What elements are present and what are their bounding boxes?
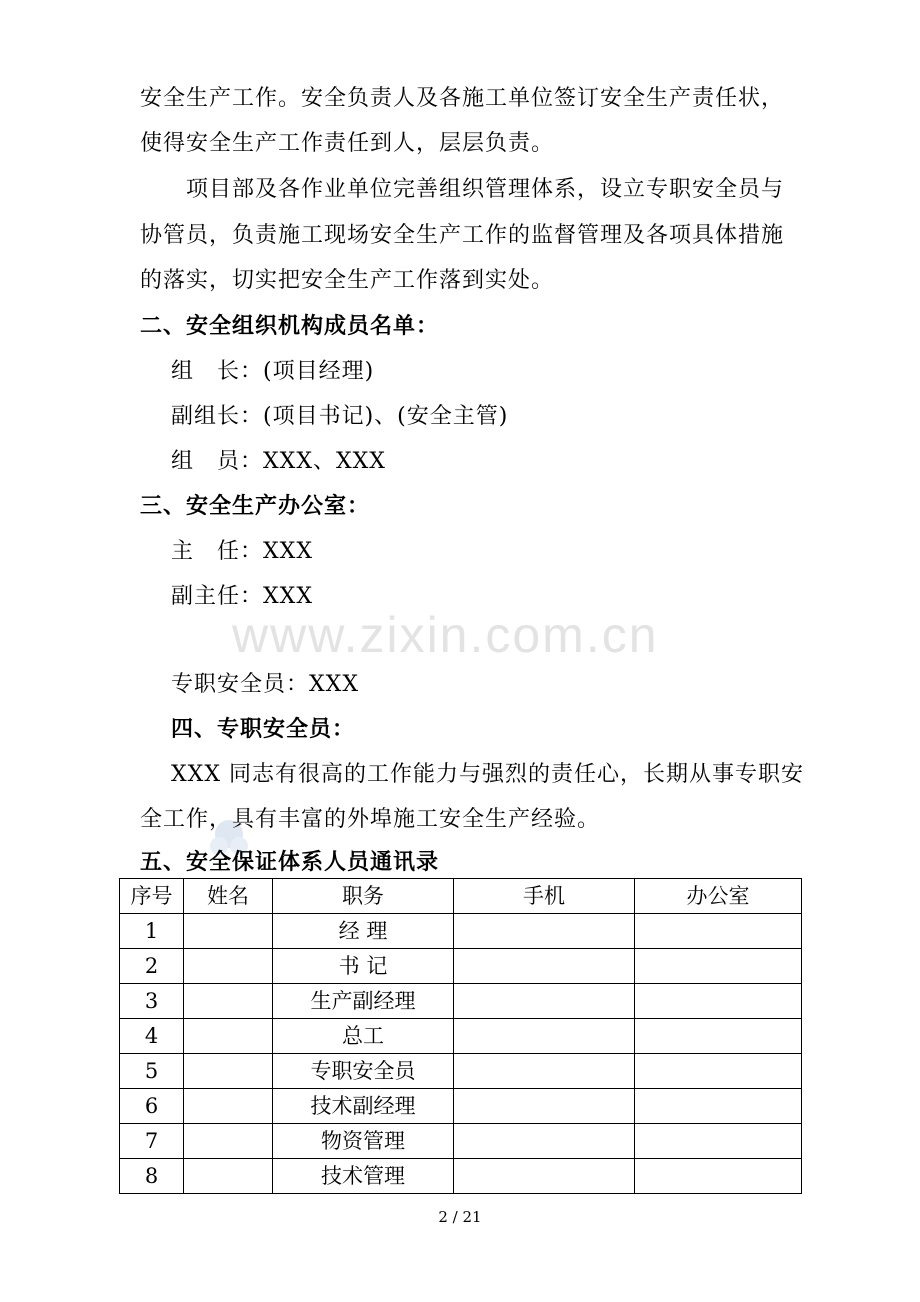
cell-role: 生产副经理 bbox=[273, 984, 454, 1019]
section-3-heading: 三、安全生产办公室： bbox=[140, 494, 371, 519]
paragraph-2-line-1: 项目部及各作业单位完善组织管理体系，设立专职安全员与 bbox=[186, 177, 785, 202]
cell-office bbox=[635, 1124, 802, 1159]
cell-no: 3 bbox=[120, 984, 184, 1019]
cell-office bbox=[635, 1159, 802, 1194]
header-no: 序号 bbox=[120, 879, 184, 914]
cell-role: 技术副经理 bbox=[273, 1089, 454, 1124]
cell-no: 7 bbox=[120, 1124, 184, 1159]
deputy-director-line: 副主任：XXX bbox=[171, 584, 313, 609]
header-role: 职务 bbox=[273, 879, 454, 914]
section-4-line-2: 全工作，具有丰富的外埠施工安全生产经验。 bbox=[140, 807, 601, 832]
table-row bbox=[120, 1054, 802, 1089]
header-mobile: 手机 bbox=[454, 879, 635, 914]
cell-name bbox=[184, 914, 273, 949]
cell-mobile bbox=[454, 1054, 635, 1089]
page-number: 2 / 21 bbox=[438, 1208, 482, 1226]
safety-officer-line: 专职安全员：XXX bbox=[171, 672, 359, 697]
cell-no: 5 bbox=[120, 1054, 184, 1089]
cell-role: 物资管理 bbox=[273, 1124, 454, 1159]
paragraph-2-line-3: 的落实，切实把安全生产工作落到实处。 bbox=[140, 268, 555, 293]
section-4-heading: 四、专职安全员： bbox=[171, 717, 356, 742]
director-line: 主 任：XXX bbox=[171, 539, 313, 564]
cell-office bbox=[635, 1054, 802, 1089]
cell-no: 6 bbox=[120, 1089, 184, 1124]
table-row bbox=[120, 1019, 802, 1054]
cell-name bbox=[184, 1089, 273, 1124]
cell-role: 经 理 bbox=[273, 914, 454, 949]
cell-role: 专职安全员 bbox=[273, 1054, 454, 1089]
table-row bbox=[120, 984, 802, 1019]
cell-office bbox=[635, 984, 802, 1019]
table-row bbox=[120, 1124, 802, 1159]
cell-role: 书 记 bbox=[273, 949, 454, 984]
cell-name bbox=[184, 1019, 273, 1054]
cell-office bbox=[635, 1019, 802, 1054]
deputy-leader-line: 副组长：(项目书记)、(安全主管) bbox=[171, 404, 509, 429]
cell-no: 2 bbox=[120, 949, 184, 984]
cell-role: 技术管理 bbox=[273, 1159, 454, 1194]
cell-office bbox=[635, 914, 802, 949]
cell-name bbox=[184, 1054, 273, 1089]
cell-mobile bbox=[454, 1159, 635, 1194]
cell-mobile bbox=[454, 1089, 635, 1124]
watermark-text: www.zixin.com.cn bbox=[232, 607, 659, 663]
table-row bbox=[120, 949, 802, 984]
section-4-line-1: XXX 同志有很高的工作能力与强烈的责任心，长期从事专职安 bbox=[171, 762, 804, 787]
paragraph-1-line-1: 安全生产工作。安全负责人及各施工单位签订安全生产责任状， bbox=[140, 86, 785, 111]
section-2-heading: 二、安全组织机构成员名单： bbox=[140, 314, 440, 339]
cell-office bbox=[635, 1089, 802, 1124]
cell-role: 总工 bbox=[273, 1019, 454, 1054]
paragraph-2-line-2: 协管员，负责施工现场安全生产工作的监督管理及各项具体措施 bbox=[140, 223, 785, 248]
table-row bbox=[120, 1159, 802, 1194]
section-5-heading: 五、安全保证体系人员通讯录 bbox=[140, 850, 440, 875]
cell-name bbox=[184, 1159, 273, 1194]
contact-table bbox=[119, 878, 802, 1194]
table-row bbox=[120, 914, 802, 949]
cell-mobile bbox=[454, 984, 635, 1019]
cell-no: 1 bbox=[120, 914, 184, 949]
cell-name bbox=[184, 1124, 273, 1159]
cell-mobile bbox=[454, 949, 635, 984]
cell-name bbox=[184, 984, 273, 1019]
cell-office bbox=[635, 949, 802, 984]
cell-mobile bbox=[454, 1124, 635, 1159]
header-name: 姓名 bbox=[184, 879, 273, 914]
header-office: 办公室 bbox=[635, 879, 802, 914]
cell-name bbox=[184, 949, 273, 984]
paragraph-1-line-2: 使得安全生产工作责任到人，层层负责。 bbox=[140, 131, 555, 156]
leader-line: 组 长：(项目经理) bbox=[171, 359, 375, 384]
cell-mobile bbox=[454, 1019, 635, 1054]
table-row bbox=[120, 1089, 802, 1124]
table-header-row bbox=[120, 879, 802, 914]
members-line: 组 员：XXX、XXX bbox=[171, 449, 386, 474]
cell-no: 4 bbox=[120, 1019, 184, 1054]
cell-mobile bbox=[454, 914, 635, 949]
cell-no: 8 bbox=[120, 1159, 184, 1194]
